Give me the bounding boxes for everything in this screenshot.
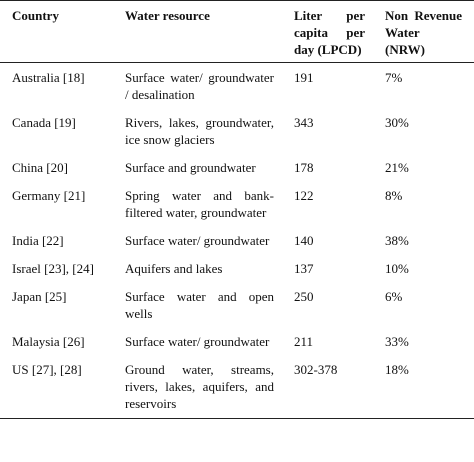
cell-lpcd: 302-378 <box>294 362 338 377</box>
cell-country: China [20] <box>12 160 68 175</box>
cell-country: Germany [21] <box>12 188 86 203</box>
cell-country: Japan [25] <box>12 289 67 304</box>
cell-water-resource: Surface water/ groundwater / desalination <box>125 70 274 102</box>
cell-lpcd: 140 <box>294 233 314 248</box>
cell-water-resource: Spring water and bank-filtered water, groundwater <box>125 188 274 220</box>
table-row <box>0 227 474 255</box>
cell-nrw: 38% <box>385 233 409 248</box>
cell-nrw: 8% <box>385 188 403 203</box>
table-row <box>0 154 474 182</box>
table-row <box>0 283 474 328</box>
cell-nrw: 6% <box>385 289 403 304</box>
cell-water-resource: Ground water, streams, rivers, lakes, aquifers, and reservoirs <box>125 362 274 411</box>
cell-lpcd: 250 <box>294 289 314 304</box>
cell-nrw: 21% <box>385 160 409 175</box>
cell-lpcd: 178 <box>294 160 314 175</box>
cell-lpcd: 211 <box>294 334 314 349</box>
cell-water-resource: Rivers, lakes, groundwater, ice snow glaciers <box>125 115 274 147</box>
cell-water-resource: Surface water/ groundwater <box>125 334 270 349</box>
cell-water-resource: Surface water/ groundwater <box>125 233 270 248</box>
cell-water-resource: Aquifers and lakes <box>125 261 223 276</box>
table-row <box>0 182 474 227</box>
cell-country: US [27], [28] <box>12 362 82 377</box>
cell-water-resource: Surface water and open wells <box>125 289 274 321</box>
table-row <box>0 109 474 154</box>
header-nrw: Non Revenue Water (NRW) <box>385 8 462 57</box>
cell-nrw: 10% <box>385 261 409 276</box>
cell-country: Malaysia [26] <box>12 334 85 349</box>
cell-lpcd: 343 <box>294 115 314 130</box>
table-body <box>0 63 474 419</box>
cell-country: Canada [19] <box>12 115 76 130</box>
cell-nrw: 30% <box>385 115 409 130</box>
table-row <box>0 63 474 110</box>
cell-water-resource: Surface and groundwater <box>125 160 256 175</box>
cell-nrw: 33% <box>385 334 409 349</box>
header-lpcd: Liter per capita per day (LPCD) <box>294 8 365 57</box>
header-row <box>0 1 474 63</box>
cell-lpcd: 137 <box>294 261 314 276</box>
cell-nrw: 7% <box>385 70 403 85</box>
header-country: Country <box>12 8 59 23</box>
table-row <box>0 255 474 283</box>
cell-country: India [22] <box>12 233 64 248</box>
table-row <box>0 328 474 356</box>
table-header <box>0 1 474 63</box>
cell-country: Israel [23], [24] <box>12 261 94 276</box>
cell-lpcd: 191 <box>294 70 314 85</box>
table-row <box>0 356 474 419</box>
cell-nrw: 18% <box>385 362 409 377</box>
cell-country: Australia [18] <box>12 70 85 85</box>
header-water-resource: Water resource <box>125 8 210 23</box>
cell-lpcd: 122 <box>294 188 314 203</box>
